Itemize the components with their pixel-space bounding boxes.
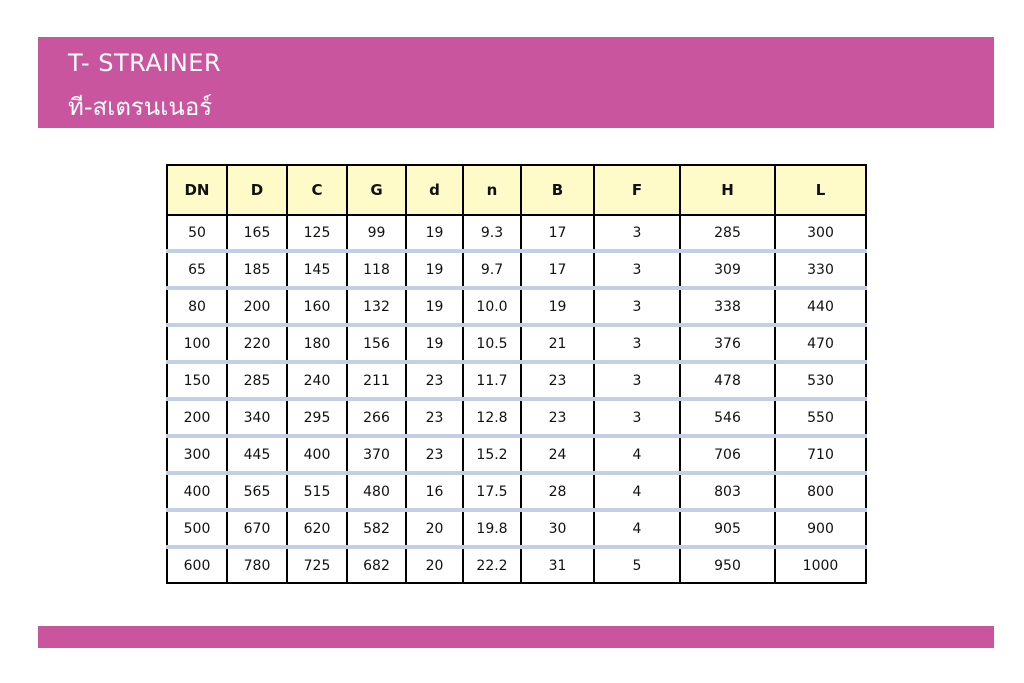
table-cell: 900 bbox=[775, 510, 866, 547]
table-cell: 24 bbox=[521, 436, 594, 473]
table-cell: 3 bbox=[594, 362, 680, 399]
table-cell: 480 bbox=[347, 473, 406, 510]
table-cell: 295 bbox=[287, 399, 347, 436]
table-cell: 725 bbox=[287, 547, 347, 583]
table-cell: 9.3 bbox=[463, 215, 521, 251]
column-header: F bbox=[594, 165, 680, 215]
table-cell: 400 bbox=[287, 436, 347, 473]
table-cell: 1000 bbox=[775, 547, 866, 583]
table-cell: 200 bbox=[227, 288, 287, 325]
table-cell: 211 bbox=[347, 362, 406, 399]
table-cell: 17.5 bbox=[463, 473, 521, 510]
table-cell: 99 bbox=[347, 215, 406, 251]
table-row bbox=[167, 362, 866, 399]
table-cell: 3 bbox=[594, 215, 680, 251]
table-cell: 309 bbox=[680, 251, 775, 288]
table-cell: 3 bbox=[594, 288, 680, 325]
table-cell: 125 bbox=[287, 215, 347, 251]
table-cell: 145 bbox=[287, 251, 347, 288]
table-cell: 23 bbox=[406, 399, 463, 436]
table-cell: 23 bbox=[406, 436, 463, 473]
table-cell: 160 bbox=[287, 288, 347, 325]
table-cell: 565 bbox=[227, 473, 287, 510]
table-cell: 330 bbox=[775, 251, 866, 288]
table-cell: 338 bbox=[680, 288, 775, 325]
table-cell: 19.8 bbox=[463, 510, 521, 547]
table-cell: 132 bbox=[347, 288, 406, 325]
column-header: D bbox=[227, 165, 287, 215]
table-row bbox=[167, 251, 866, 288]
table-cell: 300 bbox=[775, 215, 866, 251]
table-cell: 150 bbox=[167, 362, 227, 399]
table-header-row bbox=[167, 165, 866, 215]
table-cell: 19 bbox=[406, 215, 463, 251]
table-cell: 285 bbox=[680, 215, 775, 251]
column-header: C bbox=[287, 165, 347, 215]
table-row bbox=[167, 436, 866, 473]
table-cell: 100 bbox=[167, 325, 227, 362]
page-title: T- STRAINER bbox=[68, 49, 222, 77]
table-cell: 905 bbox=[680, 510, 775, 547]
table-cell: 31 bbox=[521, 547, 594, 583]
column-header: d bbox=[406, 165, 463, 215]
table-cell: 180 bbox=[287, 325, 347, 362]
table-cell: 670 bbox=[227, 510, 287, 547]
table-cell: 156 bbox=[347, 325, 406, 362]
table-cell: 23 bbox=[521, 399, 594, 436]
table-cell: 803 bbox=[680, 473, 775, 510]
table-cell: 500 bbox=[167, 510, 227, 547]
table-cell: 300 bbox=[167, 436, 227, 473]
table-cell: 600 bbox=[167, 547, 227, 583]
table-row bbox=[167, 325, 866, 362]
table-cell: 165 bbox=[227, 215, 287, 251]
table-row bbox=[167, 547, 866, 583]
column-header: DN bbox=[167, 165, 227, 215]
table-cell: 21 bbox=[521, 325, 594, 362]
dimension-table bbox=[166, 164, 867, 584]
table-cell: 19 bbox=[406, 288, 463, 325]
column-header: L bbox=[775, 165, 866, 215]
table-cell: 682 bbox=[347, 547, 406, 583]
table-cell: 370 bbox=[347, 436, 406, 473]
table-cell: 950 bbox=[680, 547, 775, 583]
table-cell: 17 bbox=[521, 215, 594, 251]
table-cell: 3 bbox=[594, 325, 680, 362]
table-cell: 780 bbox=[227, 547, 287, 583]
table-cell: 240 bbox=[287, 362, 347, 399]
table-cell: 285 bbox=[227, 362, 287, 399]
table-cell: 800 bbox=[775, 473, 866, 510]
table-cell: 340 bbox=[227, 399, 287, 436]
table-cell: 710 bbox=[775, 436, 866, 473]
column-header: B bbox=[521, 165, 594, 215]
table-cell: 16 bbox=[406, 473, 463, 510]
table-cell: 19 bbox=[406, 325, 463, 362]
header-banner bbox=[38, 37, 994, 128]
table-body bbox=[167, 215, 866, 583]
table-cell: 10.5 bbox=[463, 325, 521, 362]
table-cell: 30 bbox=[521, 510, 594, 547]
table-cell: 470 bbox=[775, 325, 866, 362]
table-cell: 19 bbox=[521, 288, 594, 325]
table-cell: 4 bbox=[594, 436, 680, 473]
table-cell: 620 bbox=[287, 510, 347, 547]
table-row bbox=[167, 399, 866, 436]
table-cell: 80 bbox=[167, 288, 227, 325]
table-cell: 530 bbox=[775, 362, 866, 399]
table-cell: 23 bbox=[521, 362, 594, 399]
table-cell: 28 bbox=[521, 473, 594, 510]
table-cell: 515 bbox=[287, 473, 347, 510]
table-cell: 10.0 bbox=[463, 288, 521, 325]
table-cell: 266 bbox=[347, 399, 406, 436]
table-cell: 220 bbox=[227, 325, 287, 362]
table-row bbox=[167, 288, 866, 325]
table-cell: 200 bbox=[167, 399, 227, 436]
column-header: H bbox=[680, 165, 775, 215]
table-cell: 185 bbox=[227, 251, 287, 288]
table-cell: 550 bbox=[775, 399, 866, 436]
column-header: n bbox=[463, 165, 521, 215]
table-cell: 3 bbox=[594, 251, 680, 288]
table-cell: 3 bbox=[594, 399, 680, 436]
footer-banner bbox=[38, 626, 994, 648]
table-cell: 118 bbox=[347, 251, 406, 288]
table-cell: 12.8 bbox=[463, 399, 521, 436]
table-row bbox=[167, 510, 866, 547]
table-cell: 400 bbox=[167, 473, 227, 510]
table-cell: 706 bbox=[680, 436, 775, 473]
table-cell: 65 bbox=[167, 251, 227, 288]
table-cell: 11.7 bbox=[463, 362, 521, 399]
table-cell: 4 bbox=[594, 473, 680, 510]
table-cell: 20 bbox=[406, 547, 463, 583]
table-cell: 445 bbox=[227, 436, 287, 473]
table-cell: 20 bbox=[406, 510, 463, 547]
table-cell: 478 bbox=[680, 362, 775, 399]
table-cell: 440 bbox=[775, 288, 866, 325]
table-row bbox=[167, 215, 866, 251]
table-cell: 22.2 bbox=[463, 547, 521, 583]
table-row bbox=[167, 473, 866, 510]
table-cell: 376 bbox=[680, 325, 775, 362]
table-cell: 9.7 bbox=[463, 251, 521, 288]
table-cell: 19 bbox=[406, 251, 463, 288]
table-cell: 50 bbox=[167, 215, 227, 251]
table-cell: 546 bbox=[680, 399, 775, 436]
table-cell: 582 bbox=[347, 510, 406, 547]
page-title-thai: ที-สเตรนเนอร์ bbox=[68, 93, 213, 121]
column-header: G bbox=[347, 165, 406, 215]
table-cell: 15.2 bbox=[463, 436, 521, 473]
table-cell: 23 bbox=[406, 362, 463, 399]
table-cell: 4 bbox=[594, 510, 680, 547]
table-cell: 5 bbox=[594, 547, 680, 583]
table-cell: 17 bbox=[521, 251, 594, 288]
